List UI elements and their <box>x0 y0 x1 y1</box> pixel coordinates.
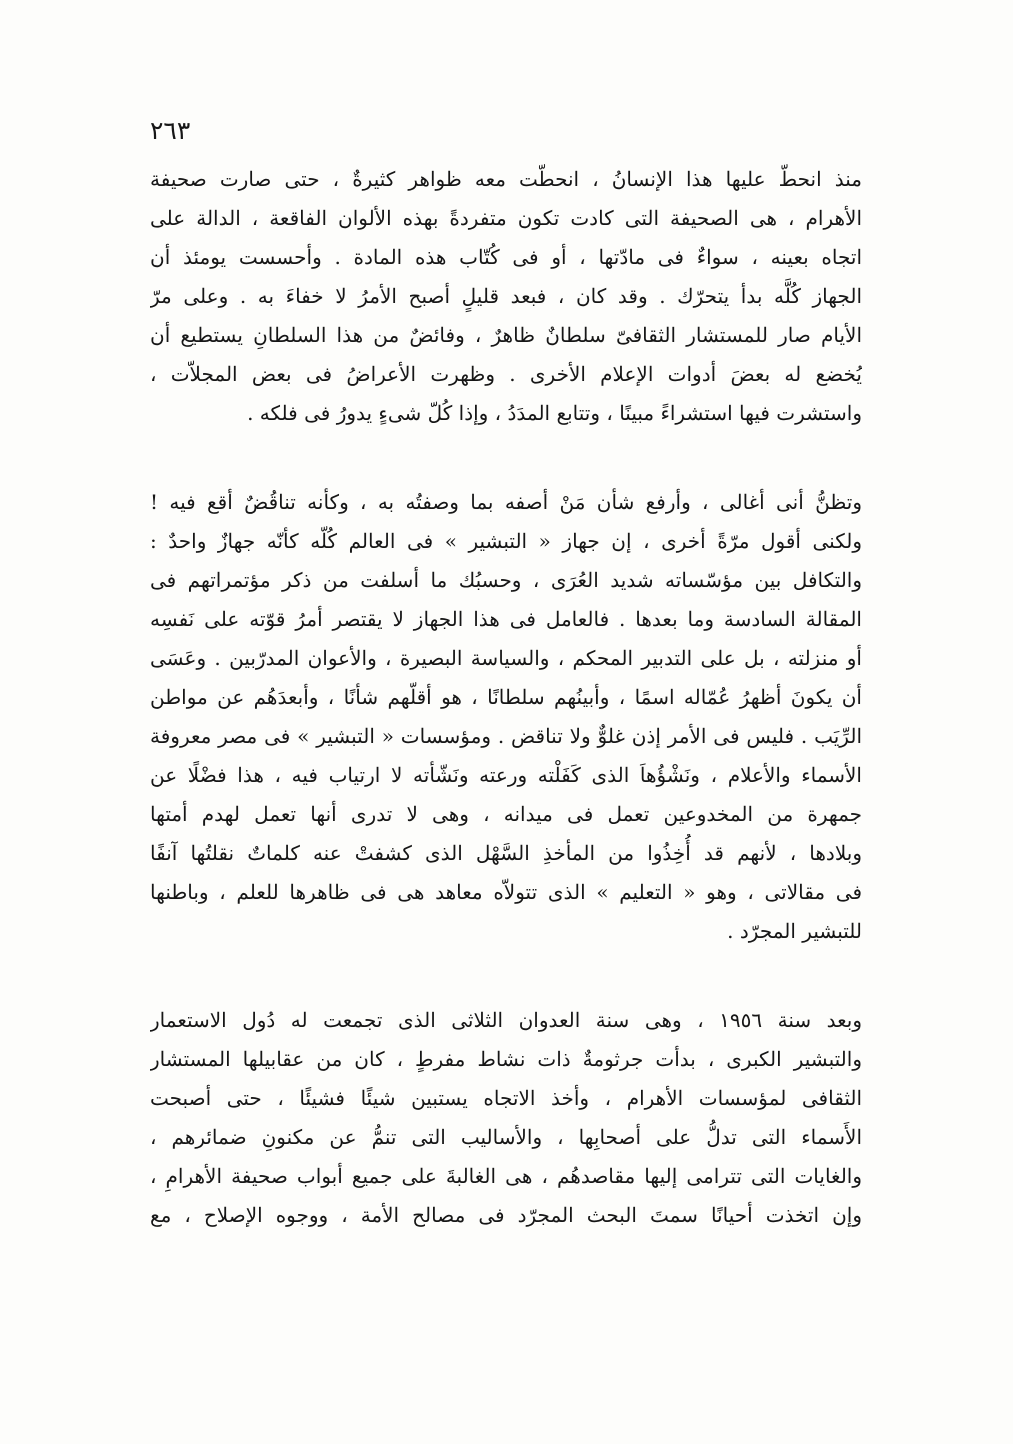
text-line: وتظنُّ أنى أغالى ، وأرفع شأن مَنْ أصفه بما وصفتُه به ، وكأنه تناقُضٌ أقع فيه ! <box>150 490 862 514</box>
text-line: الثقافى لمؤسسات الأهرام ، وأخذ الاتجاه يستبين شيئًا فشيئًا ، حتى أصبحت <box>150 1086 862 1110</box>
text-line: وإن اتخذت أحيانًا سمتَ البحث المجرّد فى مصالح الأمة ، ووجوه الإصلاح ، مع <box>150 1203 862 1227</box>
text-line: والتكافل بين مؤسّساته شديد العُرَى ، وحسبُك ما أسلفت من ذكر مؤتمراتهم فى <box>150 568 862 592</box>
text-line: الأهرام ، هى الصحيفة التى كادت تكون متفردةً بهذه الألوان الفاقعة ، الدالة على <box>150 206 862 230</box>
text-line: فى مقالاتى ، وهو « التعليم » الذى تتولاّه معاهد هى فى ظاهرها للعلم ، وباطنها <box>150 880 862 904</box>
text-line: الأيام صار للمستشار الثقافىّ سلطانٌ ظاهرٌ ، وفائضٌ من هذا السلطانِ يستطيع أن <box>150 323 862 347</box>
paragraph-spacer <box>150 951 862 1001</box>
text-line: الرِّيَب . فليس فى الأمر إذن غلوٌّ ولا تناقض . ومؤسسات « التبشير » فى مصر معروفة <box>150 724 862 748</box>
paragraph-spacer <box>150 433 862 483</box>
text-line: ولكنى أقول مرّةً أخرى ، إن جهاز « التبشير » فى العالم كُلّه كأنّه جهازٌ واحدٌ : <box>150 529 862 553</box>
text-line: واستشرت فيها استشراءً مبينًا ، وتتابع المدَدُ ، وإذا كُلّ شىءٍ يدورُ فى فلكه . <box>247 401 862 425</box>
text-line: وبلادها ، لأنهم قد أُخِذُوا من المأخذِ السَّهْل الذى كشفتْ عنه كلماتٌ نقلتُها آنفًا <box>150 841 862 865</box>
text-line: جمهرة من المخدوعين تعمل فى ميدانه ، وهى لا تدرى أنها تعمل لهدم أمتها <box>150 802 862 826</box>
page-number: ٢٦٣ <box>150 116 191 145</box>
text-line: والتبشير الكبرى ، بدأت جرثومةٌ ذات نشاط مفرطٍ ، كان من عقابيلها المستشار <box>150 1047 862 1071</box>
body-text <box>150 160 862 1235</box>
text-line: الأَسماء التى تدلُّ على أصحابِها ، والأساليب التى تنمُّ عن مكنونِ ضمائرهم ، <box>150 1125 862 1149</box>
text-line: منذ انحطّ عليها هذا الإنسانُ ، انحطّت معه ظواهر كثيرةٌ ، حتى صارت صحيفة <box>150 167 862 191</box>
text-line: الأسماء والأعلام ، ونَشْؤُهاَ الذى كَفَلْته ورعته ونَشّأته لا ارتياب فيه ، هذا فضْلًا عن <box>150 763 862 787</box>
text-line: للتبشير المجرّد . <box>727 919 862 943</box>
text-line: اتجاه بعينه ، سواءٌ فى مادّتها ، أو فى كُتّاب هذه المادة . وأحسست يومئذ أن <box>150 245 862 269</box>
text-line: وبعد سنة ١٩٥٦ ، وهى سنة العدوان الثلاثى الذى تجمعت له دُول الاستعمار <box>150 1008 862 1032</box>
text-line: أن يكونَ أظهرُ عُمّاله اسمًا ، وأبينُهم سلطانًا ، هو أقلّهم شأنًا ، وأبعدَهُم عن مواطن <box>150 685 862 709</box>
text-line: يُخضع له بعضَ أدوات الإعلام الأخرى . وظهرت الأعراضُ فى بعض المجلاّت ، <box>150 362 862 386</box>
paragraph-1 <box>150 160 862 433</box>
paragraph-3 <box>150 1001 862 1235</box>
text-line: والغايات التى تترامى إليها مقاصدهُم ، هى الغالبةَ على جميع أبواب صحيفة الأهرامِ ، <box>150 1164 862 1188</box>
text-line: أو منزلته ، بل على التدبير المحكم ، والسياسة البصيرة ، والأعوان المدرّبين . وعَسَى <box>150 646 862 670</box>
text-line: الجهاز كُلَّه بدأ يتحرّك . وقد كان ، فبعد قليلٍ أصبح الأمرُ لا خفاءَ به . وعلى مرّ <box>150 284 862 308</box>
text-line: المقالة السادسة وما بعدها . فالعامل فى هذا الجهاز لا يقتصر أمرُ قوّته على نَفسِه <box>150 607 862 631</box>
paragraph-2 <box>150 483 862 951</box>
